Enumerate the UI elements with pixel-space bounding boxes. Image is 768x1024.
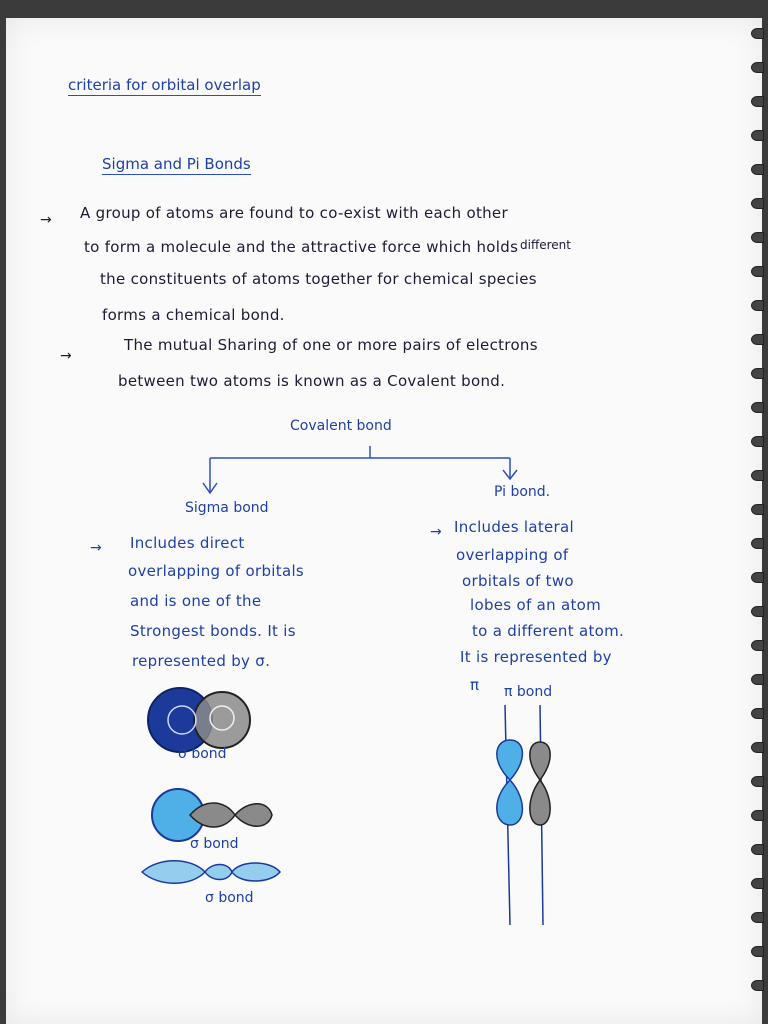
paragraph-line: between two atoms is known as a Covalent bond. bbox=[118, 372, 506, 390]
p-p-overlap-diagram bbox=[142, 861, 280, 884]
bullet-arrow: → bbox=[60, 348, 72, 364]
sigma-bond-label: Sigma bond bbox=[185, 500, 269, 516]
s-s-overlap-diagram bbox=[148, 688, 250, 752]
pi-note-line: orbitals of two bbox=[462, 572, 574, 590]
pi-overlap-diagram bbox=[497, 705, 550, 925]
pi-note-line: lobes of an atom bbox=[470, 596, 602, 614]
section-heading: Sigma and Pi Bonds bbox=[102, 155, 251, 173]
sigma-note-line: overlapping of orbitals bbox=[128, 562, 305, 580]
pi-note-line: overlapping of bbox=[456, 546, 569, 564]
bullet-arrow: → bbox=[90, 540, 102, 556]
sigma-bond-caption: σ bond bbox=[178, 746, 227, 762]
paragraph-line: A group of atoms are found to co-exist with each other bbox=[80, 204, 508, 222]
paragraph-line: The mutual Sharing of one or more pairs of electrons bbox=[124, 336, 538, 354]
pi-note-line: It is represented by bbox=[460, 648, 612, 666]
paragraph-line: to form a molecule and the attractive force which holds bbox=[84, 238, 519, 256]
s-p-overlap-diagram bbox=[152, 789, 272, 841]
page-title: criteria for orbital overlap bbox=[68, 76, 261, 94]
sigma-note-line: and is one of the bbox=[130, 592, 262, 610]
tree-root-label: Covalent bond bbox=[290, 418, 392, 434]
pi-bond-label: Pi bond. bbox=[494, 484, 551, 500]
sigma-note-line: Includes direct bbox=[130, 534, 245, 552]
bullet-arrow: → bbox=[430, 524, 442, 540]
sigma-note-line: represented by σ. bbox=[132, 652, 271, 670]
pi-note-line: Includes lateral bbox=[454, 518, 574, 536]
bullet-arrow: → bbox=[40, 212, 52, 228]
paragraph-line: the constituents of atoms together for chemical species bbox=[100, 270, 537, 288]
pi-bond-caption: π bond bbox=[504, 684, 553, 700]
pi-note-line: π bbox=[470, 676, 480, 694]
insertion-note: different bbox=[520, 238, 571, 252]
sigma-bond-caption: σ bond bbox=[205, 890, 254, 906]
pi-note-line: to a different atom. bbox=[472, 622, 625, 640]
paragraph-line: forms a chemical bond. bbox=[102, 306, 285, 324]
sigma-bond-caption: σ bond bbox=[190, 836, 239, 852]
sigma-note-line: Strongest bonds. It is bbox=[130, 622, 296, 640]
